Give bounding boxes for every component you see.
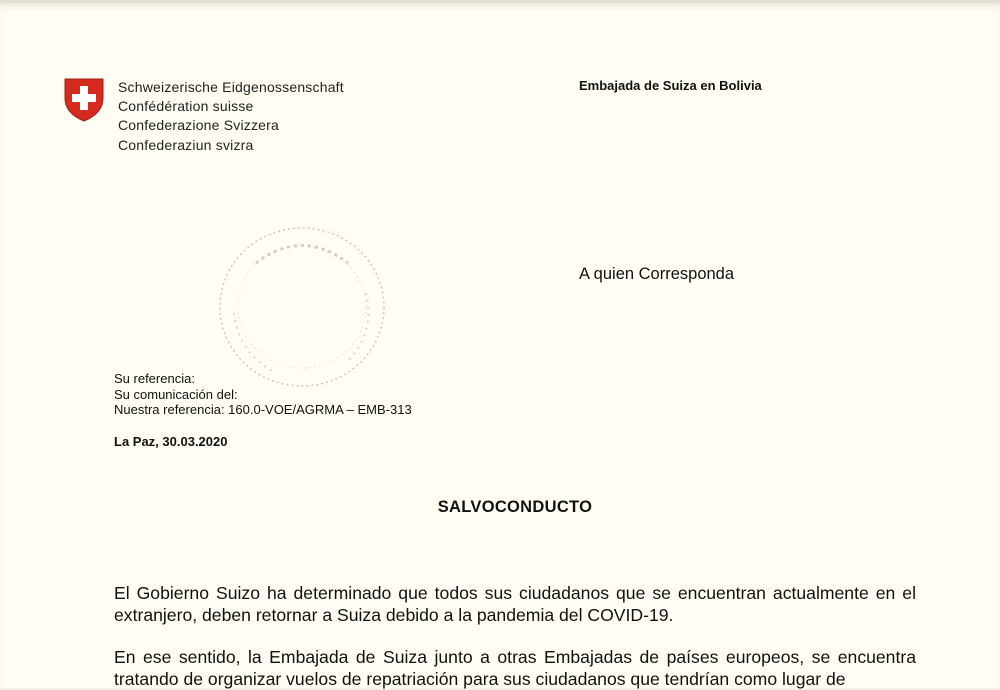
body-paragraph-1: El Gobierno Suizo ha determinado que todos sus ciudadanos que se encuentran actualmente en el extranjero, deben retornar a Suiza debido a la pandemia del COVID-19. xyxy=(114,583,916,625)
confederation-names xyxy=(118,78,344,155)
your-reference: Su referencia: xyxy=(114,371,195,386)
document-title: SALVOCONDUCTO xyxy=(437,498,593,516)
faded-stamp-icon xyxy=(216,223,388,391)
confederation-name-french: Confédération suisse xyxy=(118,98,254,115)
confederation-name-german: Schweizerische Eidgenossenschaft xyxy=(118,79,344,95)
addressee: A quien Corresponda xyxy=(579,265,735,283)
body-paragraph-2: En ese sentido, la Embajada de Suiza junto a otras Embajadas de países europeos, se encuentra tratando de organizar vuelos de repatriación para sus ciudadanos que tendrían como lugar de xyxy=(114,647,916,689)
confederation-name-romansh: Confederaziun svizra xyxy=(118,136,254,153)
confederation-name-italian: Confederazione Svizzera xyxy=(118,117,280,134)
your-communication: Su comunicación del: xyxy=(114,386,238,402)
letter-date: La Paz, 30.03.2020 xyxy=(114,434,228,449)
our-reference: Nuestra referencia: 160.0-VOE/AGRMA – EMB-313 xyxy=(114,402,412,417)
swiss-shield-icon xyxy=(64,78,104,122)
sender-embassy: Embajada de Suiza en Bolivia xyxy=(579,78,762,93)
reference-block xyxy=(114,371,412,418)
